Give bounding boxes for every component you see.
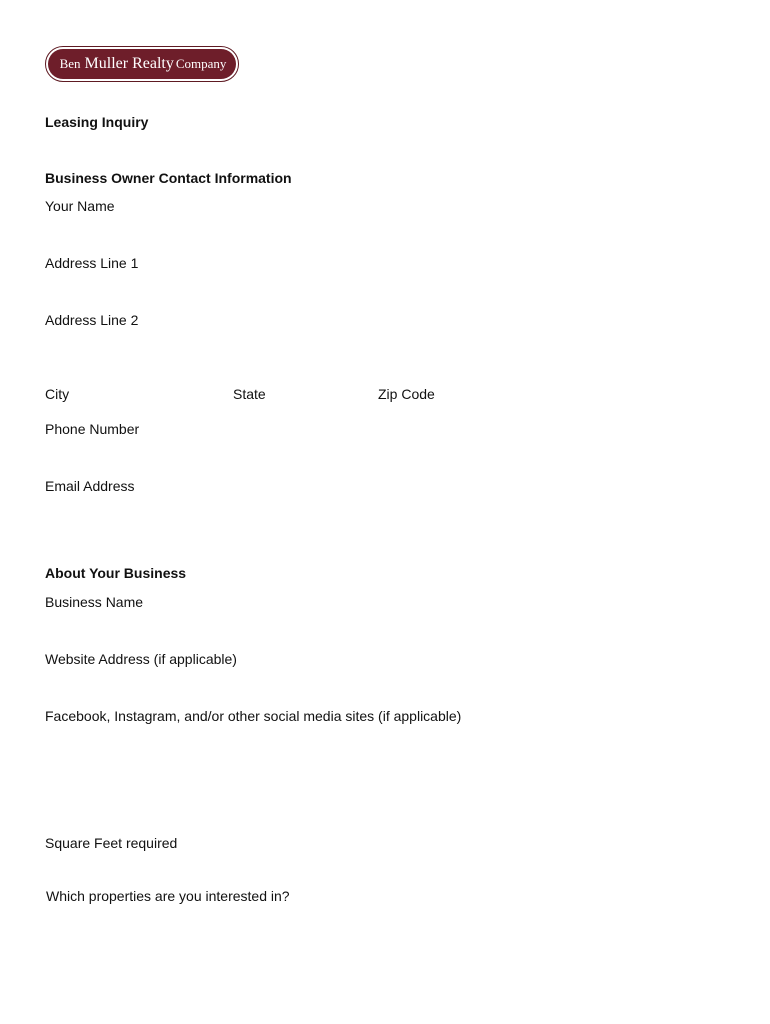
- logo-word-ben: Ben: [59, 56, 81, 71]
- square-feet-label: Square Feet required: [45, 835, 178, 851]
- form-title: Leasing Inquiry: [45, 114, 149, 130]
- state-label: State: [233, 386, 266, 402]
- company-logo-badge: [48, 49, 236, 79]
- business-section-heading: About Your Business: [45, 565, 187, 581]
- logo-word-company: Company: [175, 56, 227, 71]
- contact-section-heading: Business Owner Contact Information: [45, 170, 292, 186]
- address-line-2-label: Address Line 2: [45, 312, 139, 328]
- logo-word-muller: Muller: [84, 55, 129, 72]
- address-line-1-label: Address Line 1: [45, 255, 139, 271]
- city-label: City: [45, 386, 70, 402]
- website-address-label: Website Address (if applicable): [45, 651, 237, 667]
- logo-word-realty: Realty: [132, 55, 174, 72]
- properties-interest-label: Which properties are you interested in?: [46, 888, 290, 904]
- business-name-label: Business Name: [45, 594, 144, 610]
- social-media-label: Facebook, Instagram, and/or other social media sites (if applicable): [45, 708, 462, 724]
- company-logo: [45, 46, 239, 82]
- zip-code-label: Zip Code: [378, 386, 435, 402]
- email-address-label: Email Address: [45, 478, 135, 494]
- phone-number-label: Phone Number: [45, 421, 140, 437]
- your-name-label: Your Name: [45, 198, 115, 214]
